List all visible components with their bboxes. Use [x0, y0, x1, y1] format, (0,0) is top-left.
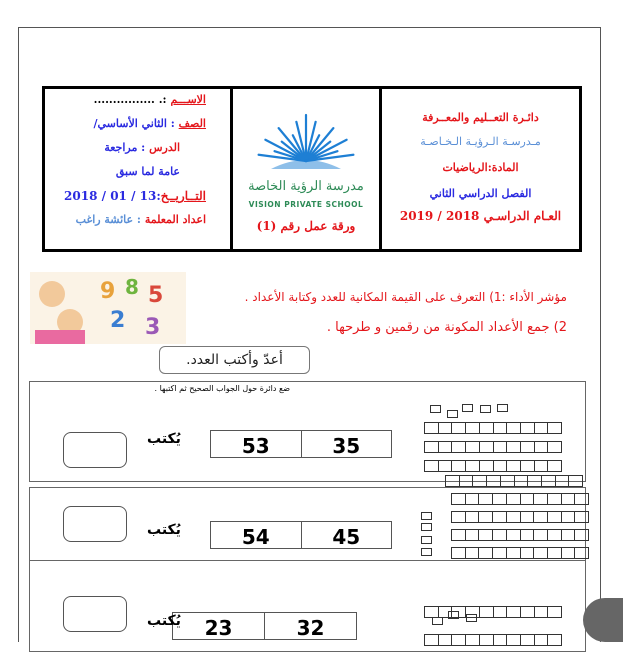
ones-cube	[447, 410, 458, 418]
worksheet-header	[42, 86, 582, 252]
lesson-label: الدرس	[149, 141, 180, 154]
ones-cube	[421, 536, 432, 544]
tens-rod	[451, 511, 589, 523]
ones-cube	[497, 404, 508, 412]
school-name: مـدرسـة الـرؤيـة الـخـاصـة	[420, 135, 541, 148]
ones-cube	[421, 512, 432, 520]
page-border	[18, 27, 19, 642]
tens-rod	[451, 529, 589, 541]
choice-45[interactable]: 45	[332, 525, 361, 549]
ones-cube	[448, 611, 459, 619]
ones-cube	[462, 404, 473, 412]
answer-choices	[210, 521, 392, 549]
writes-label: يُكتب	[147, 522, 181, 538]
page-border	[600, 27, 601, 642]
tens-rod	[424, 441, 562, 453]
choice-53[interactable]: 53	[211, 431, 302, 457]
department: دائـرة التعــليم والمعــرفة	[422, 111, 539, 124]
ones-cube	[430, 405, 441, 413]
svg-text:5: 5	[148, 283, 164, 308]
school-logo-icon	[251, 97, 361, 177]
subject: المادة:الرياضيات	[442, 161, 519, 174]
performance-indicator-2: 2) جمع الأعداد المكونة من رقمين و طرحها .	[326, 320, 567, 335]
ones-cube	[421, 523, 432, 531]
page-border	[18, 27, 600, 28]
teacher-label: اعداد المعلمة	[144, 213, 206, 226]
ones-cube	[480, 405, 491, 413]
tens-rod	[424, 460, 562, 472]
logo-english-text: VISION PRIVATE SCHOOL	[248, 200, 364, 209]
svg-text:2: 2	[110, 308, 126, 333]
floating-scroll-button[interactable]	[583, 598, 623, 642]
choice-35[interactable]: 35	[332, 434, 361, 458]
svg-text:3: 3	[145, 315, 161, 340]
ones-cube	[466, 614, 477, 622]
tens-rod	[424, 606, 562, 618]
answer-write-box[interactable]	[63, 506, 127, 542]
tens-rod	[445, 475, 583, 487]
class-label: الصف	[178, 117, 206, 130]
choice-54[interactable]: 54	[211, 522, 302, 548]
svg-text:9: 9	[100, 279, 116, 304]
choice-23[interactable]: 23	[173, 613, 265, 639]
lesson-value: : مراجعة	[104, 141, 146, 154]
svg-text:8: 8	[125, 275, 139, 299]
school-info-cell	[382, 89, 579, 249]
tens-rod	[424, 422, 562, 434]
tens-rod	[451, 493, 589, 505]
answer-write-box[interactable]	[63, 432, 127, 468]
writes-label: يُكتب	[147, 613, 181, 629]
date-label: التــاريــخ	[160, 189, 206, 203]
student-info-cell	[45, 89, 233, 249]
class-value: : الثاني الأساسي/	[93, 117, 175, 130]
answer-choices	[210, 430, 392, 458]
logo-cell	[233, 89, 382, 249]
lesson-value-2: عامة لما سبق	[115, 165, 180, 178]
performance-indicator-1: مؤشر الأداء :1) التعرف على القيمة المكانية للعدد وكتابة الأعداد .	[244, 290, 567, 304]
academic-year: العـام الدراسـي 2018 / 2019	[399, 209, 562, 223]
choice-32[interactable]: 32	[296, 616, 325, 640]
teacher-value: : عائشة راغب	[75, 213, 141, 226]
name-value: :. ................	[93, 93, 167, 106]
worksheet-number: ورقة عمل رقم (1)	[256, 219, 356, 233]
tens-rod	[424, 634, 562, 646]
numbers-kids-image	[30, 272, 186, 344]
answer-choices	[172, 612, 357, 640]
date-value: :13 / 01 / 2018	[64, 189, 161, 203]
logo-arabic-text: مدرسة الرؤية الخاصة	[248, 179, 364, 194]
sub-instruction: ضع دائرة حول الجواب الصحيح ثم اكتبها .	[154, 384, 290, 393]
ones-cube	[432, 617, 443, 625]
ones-cube	[421, 548, 432, 556]
semester: الفصل الدراسي الثاني	[429, 187, 532, 200]
tens-rod	[451, 547, 589, 559]
answer-write-box[interactable]	[63, 596, 127, 632]
writes-label: يُكتب	[147, 431, 181, 447]
instruction-banner: أعدّ وأكتب العدد.	[159, 346, 310, 374]
name-label: الاســـم	[170, 93, 206, 106]
